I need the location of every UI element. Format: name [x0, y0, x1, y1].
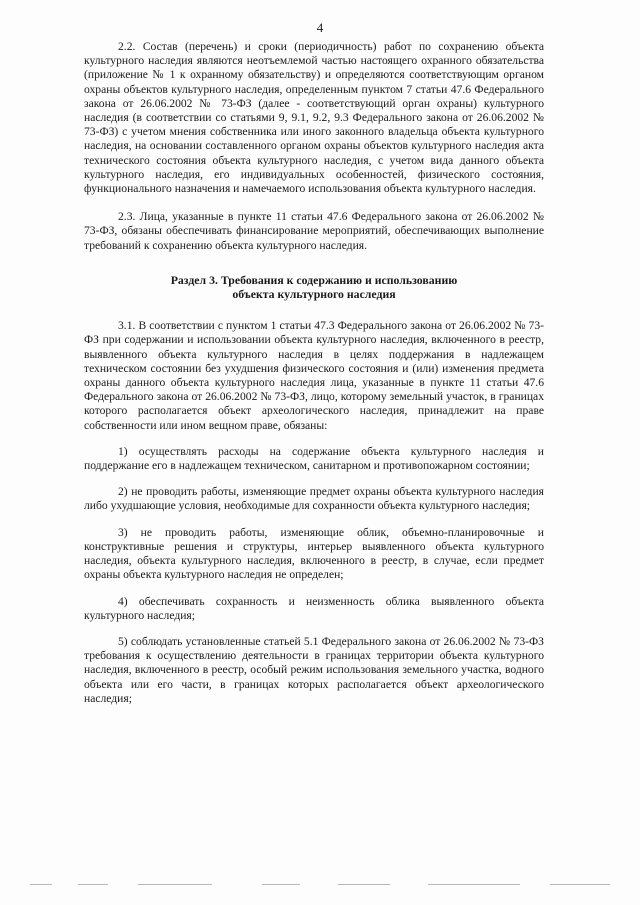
section-3-heading-line-1: Раздел 3. Требования к содержанию и использованию [170, 272, 458, 287]
list-item-3: 3) не проводить работы, изменяющие облик, объемно-планировочные и конструктивные решения и структуры, интерьер выявленного объекта культурного наследия, объекта культурного наследия, включенного в реестр, в случае, если предмет охраны объекта культурного наследия не определен; [84, 525, 544, 582]
paragraph-2-2: 2.2. Состав (перечень) и сроки (периодичность) работ по сохранению объекта культурного наследия являются неотъемлемой частью настоящего охранного обязательства (приложение № 1 к охранному обязательству) и определяются соответствующим органом охраны объектов культурного наследия, определенным пунктом 7 статьи 47.6 Федерального закона от 26.06.2002 № 73-ФЗ (далее - соответствующий орган охраны) культурного наследия (в соответствии со статьями 9, 9.1, 9.2, 9.3 Федерального закона от 26.06.2002 № 73-ФЗ) с учетом мнения собственника или иного законного владельца объекта культурного наследия, на основании составленного органом охраны объектов культурного наследия акта технического состояния объекта культурного наследия, с учетом вида данного объекта культурного наследия, его индивидуальных особенностей, физического состояния, функционального назначения и намечаемого использования объекта культурного наследия. [84, 40, 544, 196]
paragraph-3-1: 3.1. В соответствии с пунктом 1 статьи 47.3 Федерального закона от 26.06.2002 № 73-ФЗ при содержании и использовании объекта культурного наследия, включенного в реестр, выявленного объекта культурного наследия в целях поддержания в надлежащем техническом состоянии без ухудшения физического состояния и (или) изменения предмета охраны данного объекта культурного наследия лица, указанные в пункте 11 статьи 47.6 Федерального закона от 26.06.2002 № 73-ФЗ, лицо, которому земельный участок, в границах которого располагается объект археологического наследия, принадлежит на праве собственности или ином вещном праве, обязаны: [84, 319, 544, 432]
paragraph-2-3: 2.3. Лица, указанные в пункте 11 статьи 47.6 Федерального закона от 26.06.2002 № 73-ФЗ, обязаны обеспечивать финансирование мероприятий, обеспечивающих выполнение требований к сохранению объекта культурного наследия. [84, 210, 544, 252]
list-item-4: 4) обеспечивать сохранность и неизменность облика выявленного объекта культурного наследия; [84, 594, 544, 622]
section-3-heading-line-2: объекта культурного наследия [232, 287, 396, 302]
page-content [84, 40, 544, 706]
list-item-2: 2) не проводить работы, изменяющие предмет охраны объекта культурного наследия либо ухудшающие условия, необходимые для сохранности объекта культурного наследия; [84, 485, 544, 513]
list-item-1: 1) осуществлять расходы на содержание объекта культурного наследия и поддержание его в надлежащем техническом, санитарном и противопожарном состоянии; [84, 444, 544, 473]
section-3-heading [84, 273, 544, 301]
list-item-5: 5) соблюдать установленные статьей 5.1 Федерального закона от 26.06.2002 № 73-ФЗ требования к осуществлению деятельности в границах территории объекта культурного наследия, включенного в реестр, особый режим использования земельного участка, водного объекта или его части, в границах которых располагается объект археологического наследия; [84, 634, 544, 705]
scan-artifact-line [30, 884, 610, 888]
page-number: 4 [316, 20, 324, 35]
